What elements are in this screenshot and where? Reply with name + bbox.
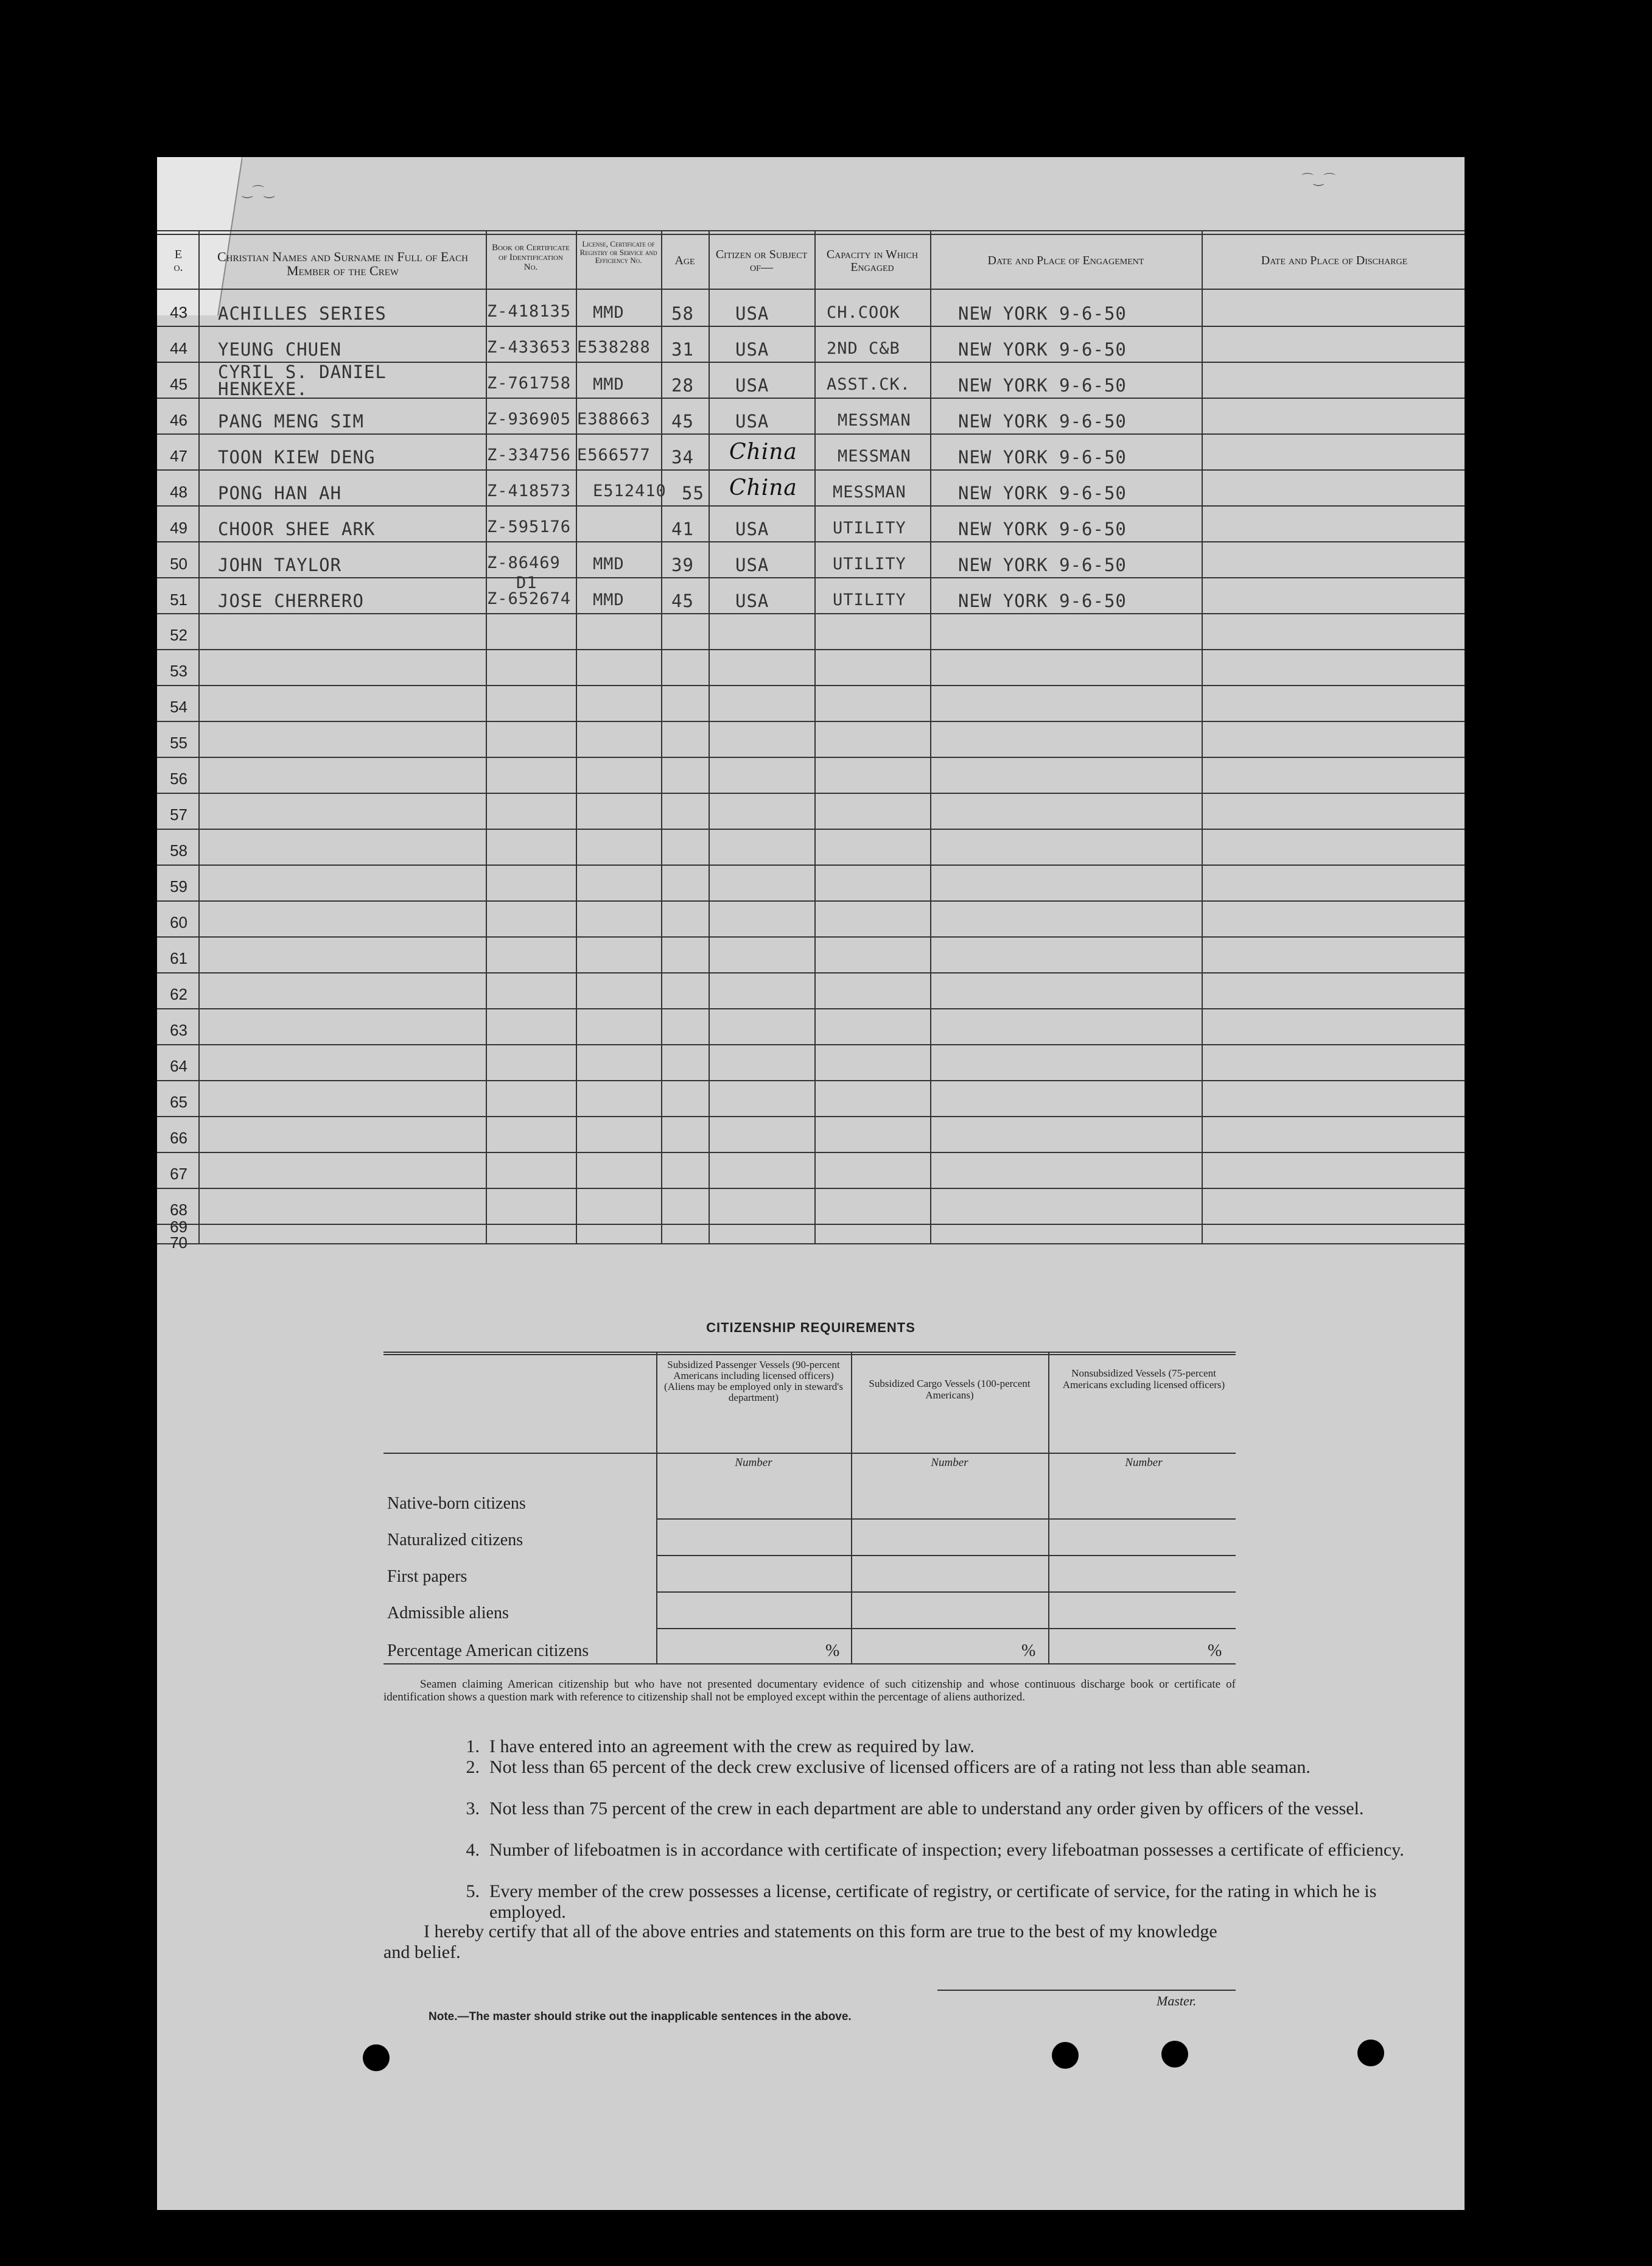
crew-book-note: D1 bbox=[516, 574, 537, 592]
crew-age: 31 bbox=[671, 339, 694, 360]
crew-engagement: NEW YORK 9-6-50 bbox=[958, 447, 1127, 468]
crew-citizen: USA bbox=[735, 591, 769, 611]
row-number: 49 bbox=[170, 519, 187, 537]
crew-engagement: NEW YORK 9-6-50 bbox=[958, 591, 1127, 611]
document-page bbox=[157, 157, 1465, 2210]
crew-age: 34 bbox=[671, 447, 694, 468]
crew-engagement: NEW YORK 9-6-50 bbox=[958, 303, 1127, 324]
crew-capacity: MESSMAN bbox=[838, 447, 911, 466]
row-native-born: Native-born citizens bbox=[387, 1494, 526, 1513]
header-age: Age bbox=[674, 254, 695, 267]
number-label: Number bbox=[1125, 1456, 1163, 1469]
crew-name: CHOOR SHEE ARK bbox=[218, 519, 376, 539]
crew-name-continued: HENKEXE. bbox=[218, 379, 308, 399]
crew-license: E388663 bbox=[577, 410, 651, 429]
crew-citizen: USA bbox=[735, 375, 769, 396]
crew-license: E566577 bbox=[577, 446, 651, 465]
crew-capacity: CH.COOK bbox=[827, 303, 900, 322]
crew-engagement: NEW YORK 9-6-50 bbox=[958, 483, 1127, 503]
row-number: 61 bbox=[170, 949, 187, 967]
crew-capacity: MESSMAN bbox=[833, 483, 906, 502]
header-citizen: Citizen or Subject of— bbox=[715, 248, 808, 274]
header-capacity: Capacity in Which Engaged bbox=[826, 248, 919, 274]
crew-engagement: NEW YORK 9-6-50 bbox=[958, 519, 1127, 539]
crew-book-number: Z-334756 bbox=[487, 446, 572, 465]
punch-hole bbox=[1357, 2040, 1384, 2066]
row-number: 50 bbox=[170, 555, 187, 573]
crew-age: 28 bbox=[671, 375, 694, 396]
statement-text: Not less than 75 percent of the crew in each department are able to understand any order given by officers of the vessel. bbox=[489, 1798, 1364, 1819]
crew-book-number: Z-433653 bbox=[487, 338, 572, 357]
master-signature-label: Master. bbox=[1157, 1993, 1197, 2008]
row-number: 67 bbox=[170, 1165, 187, 1183]
statement-text: Number of lifeboatmen is in accordance with certificate of inspection; every lifeboatman possesses a certificate of efficiency. bbox=[489, 1840, 1404, 1860]
crew-capacity: ASST.CK. bbox=[827, 375, 911, 394]
crew-book-number: Z-418135 bbox=[487, 302, 572, 321]
crew-capacity: UTILITY bbox=[833, 519, 906, 538]
row-number: 66 bbox=[170, 1129, 187, 1147]
crew-book-number: Z-595176 bbox=[487, 517, 572, 536]
header-license: License, Certificate of Registry or Service and Efficiency No. bbox=[579, 239, 657, 265]
punch-hole bbox=[363, 2044, 390, 2071]
crew-age: 58 bbox=[671, 303, 694, 324]
row-number: 54 bbox=[170, 698, 187, 716]
crew-book-number: Z-86469 bbox=[487, 553, 561, 572]
percent-sign: % bbox=[1208, 1641, 1222, 1660]
row-percentage: Percentage American citizens bbox=[387, 1641, 589, 1660]
crew-license: MMD bbox=[593, 303, 625, 322]
crew-name: JOSE CHERRERO bbox=[218, 591, 364, 611]
header-engagement: Date and Place of Engagement bbox=[987, 254, 1144, 267]
crew-name: PONG HAN AH bbox=[218, 483, 342, 503]
crew-license: MMD bbox=[593, 375, 625, 394]
crew-capacity: UTILITY bbox=[833, 555, 906, 574]
statement-text: Not less than 65 percent of the deck crew exclusive of licensed officers are of a rating not less than able seaman. bbox=[489, 1757, 1311, 1777]
row-number: 68 bbox=[170, 1201, 187, 1219]
crew-book-number: Z-652674 bbox=[487, 589, 572, 608]
crew-engagement: NEW YORK 9-6-50 bbox=[958, 339, 1127, 360]
crew-capacity: 2ND C&B bbox=[827, 339, 900, 358]
row-number: 52 bbox=[170, 626, 187, 644]
crew-age: 55 bbox=[682, 483, 704, 503]
citizenship-notice: Seamen claiming American citizenship but who have not presented documentary evidence of such citizenship and whose continuous discharge book or certificate of identification shows a question mark with reference to citizenship shall not be employed except within the percentage of aliens authorized. bbox=[383, 1678, 1236, 1703]
row-number: 56 bbox=[170, 770, 187, 788]
crew-name: JOHN TAYLOR bbox=[218, 555, 342, 575]
statement-number: 4. bbox=[466, 1840, 480, 1860]
crew-citizen-handwritten: China bbox=[729, 440, 797, 465]
crew-citizen: USA bbox=[735, 555, 769, 575]
percent-sign: % bbox=[825, 1641, 840, 1660]
row-number: 60 bbox=[170, 913, 187, 931]
row-number: 65 bbox=[170, 1093, 187, 1111]
stray-mark: ⌒‿⌒ bbox=[1301, 173, 1336, 186]
crew-citizen: USA bbox=[735, 411, 769, 432]
citizenship-col-cargo: Subsidized Cargo Vessels (100-percent Americans) bbox=[869, 1378, 1031, 1401]
row-number: 46 bbox=[170, 411, 187, 429]
row-number: 59 bbox=[170, 877, 187, 896]
crew-citizen: USA bbox=[735, 339, 769, 360]
header-row-number: E o. bbox=[173, 248, 183, 274]
row-number: 70 bbox=[170, 1233, 187, 1252]
row-first-papers: First papers bbox=[387, 1567, 467, 1586]
row-naturalized: Naturalized citizens bbox=[387, 1531, 523, 1549]
row-number: 45 bbox=[170, 375, 187, 393]
crew-age: 45 bbox=[671, 591, 694, 611]
citizenship-col-passenger: Subsidized Passenger Vessels (90-percent Americans including licensed officers) (Aliens may be employed only in steward's department) bbox=[664, 1359, 843, 1403]
crew-name: ACHILLES SERIES bbox=[218, 303, 387, 324]
header-name: Christian Names and Surname in Full of Each Member of the Crew bbox=[217, 249, 468, 279]
crew-license: MMD bbox=[593, 555, 625, 574]
row-number: 55 bbox=[170, 734, 187, 752]
crew-capacity: MESSMAN bbox=[838, 411, 911, 430]
crew-engagement: NEW YORK 9-6-50 bbox=[958, 375, 1127, 396]
number-label: Number bbox=[735, 1456, 772, 1469]
row-number: 57 bbox=[170, 805, 187, 824]
statement-number: 1. bbox=[466, 1736, 480, 1756]
crew-license: E512410 bbox=[593, 482, 667, 500]
crew-age: 41 bbox=[671, 519, 694, 539]
row-number: 53 bbox=[170, 662, 187, 680]
statement-text: Every member of the crew possesses a license, certificate of registry, or certificate of service, for the rating in which he is employed. bbox=[489, 1881, 1377, 1922]
punch-hole bbox=[1052, 2042, 1079, 2069]
crew-age: 39 bbox=[671, 555, 694, 575]
crew-book-number: Z-936905 bbox=[487, 410, 572, 429]
crew-age: 45 bbox=[671, 411, 694, 432]
crew-citizen-handwritten: China bbox=[729, 475, 797, 500]
crew-capacity: UTILITY bbox=[833, 591, 906, 609]
citizenship-title: CITIZENSHIP REQUIREMENTS bbox=[706, 1320, 915, 1335]
note-text: Note.—The master should strike out the inapplicable sentences in the above. bbox=[429, 2010, 852, 2023]
crew-citizen: USA bbox=[735, 303, 769, 324]
row-number: 47 bbox=[170, 447, 187, 465]
crew-book-number: Z-418573 bbox=[487, 482, 572, 500]
statement-number: 2. bbox=[466, 1757, 480, 1777]
crew-engagement: NEW YORK 9-6-50 bbox=[958, 555, 1127, 575]
crew-citizen: USA bbox=[735, 519, 769, 539]
crew-license: MMD bbox=[593, 591, 625, 609]
row-number: 44 bbox=[170, 339, 187, 357]
row-number: 69 bbox=[170, 1218, 187, 1236]
punch-hole bbox=[1161, 2041, 1188, 2068]
percent-sign: % bbox=[1021, 1641, 1036, 1660]
row-number: 64 bbox=[170, 1057, 187, 1075]
crew-license: E538288 bbox=[577, 338, 651, 357]
crew-name: TOON KIEW DENG bbox=[218, 447, 376, 468]
row-number: 62 bbox=[170, 985, 187, 1003]
stray-mark: ‿⌒‿ bbox=[242, 185, 275, 198]
crew-engagement: NEW YORK 9-6-50 bbox=[958, 411, 1127, 432]
statement-number: 3. bbox=[466, 1798, 480, 1819]
certification-statement: I hereby certify that all of the above entries and statements on this form are true to the best of my knowledge and belief. bbox=[383, 1921, 1217, 1962]
header-discharge: Date and Place of Discharge bbox=[1261, 254, 1408, 267]
number-label: Number bbox=[931, 1456, 968, 1469]
crew-name: CYRIL S. DANIEL bbox=[218, 362, 387, 382]
header-book: Book or Certificate of Identification No. bbox=[492, 243, 570, 272]
citizenship-col-nonsubsidized: Nonsubsidized Vessels (75-percent Americans excluding licensed officers) bbox=[1062, 1367, 1225, 1391]
row-number: 43 bbox=[170, 303, 187, 321]
statement-text: I have entered into an agreement with the crew as required by law. bbox=[489, 1736, 975, 1756]
folded-corner bbox=[157, 157, 242, 315]
crew-name: YEUNG CHUEN bbox=[218, 339, 342, 360]
statement-number: 5. bbox=[466, 1881, 480, 1901]
row-number: 51 bbox=[170, 591, 187, 609]
row-number: 58 bbox=[170, 841, 187, 860]
crew-name: PANG MENG SIM bbox=[218, 411, 364, 432]
row-number: 63 bbox=[170, 1021, 187, 1039]
row-number: 48 bbox=[170, 483, 187, 501]
row-admissible-aliens: Admissible aliens bbox=[387, 1604, 509, 1622]
crew-book-number: Z-761758 bbox=[487, 374, 572, 393]
